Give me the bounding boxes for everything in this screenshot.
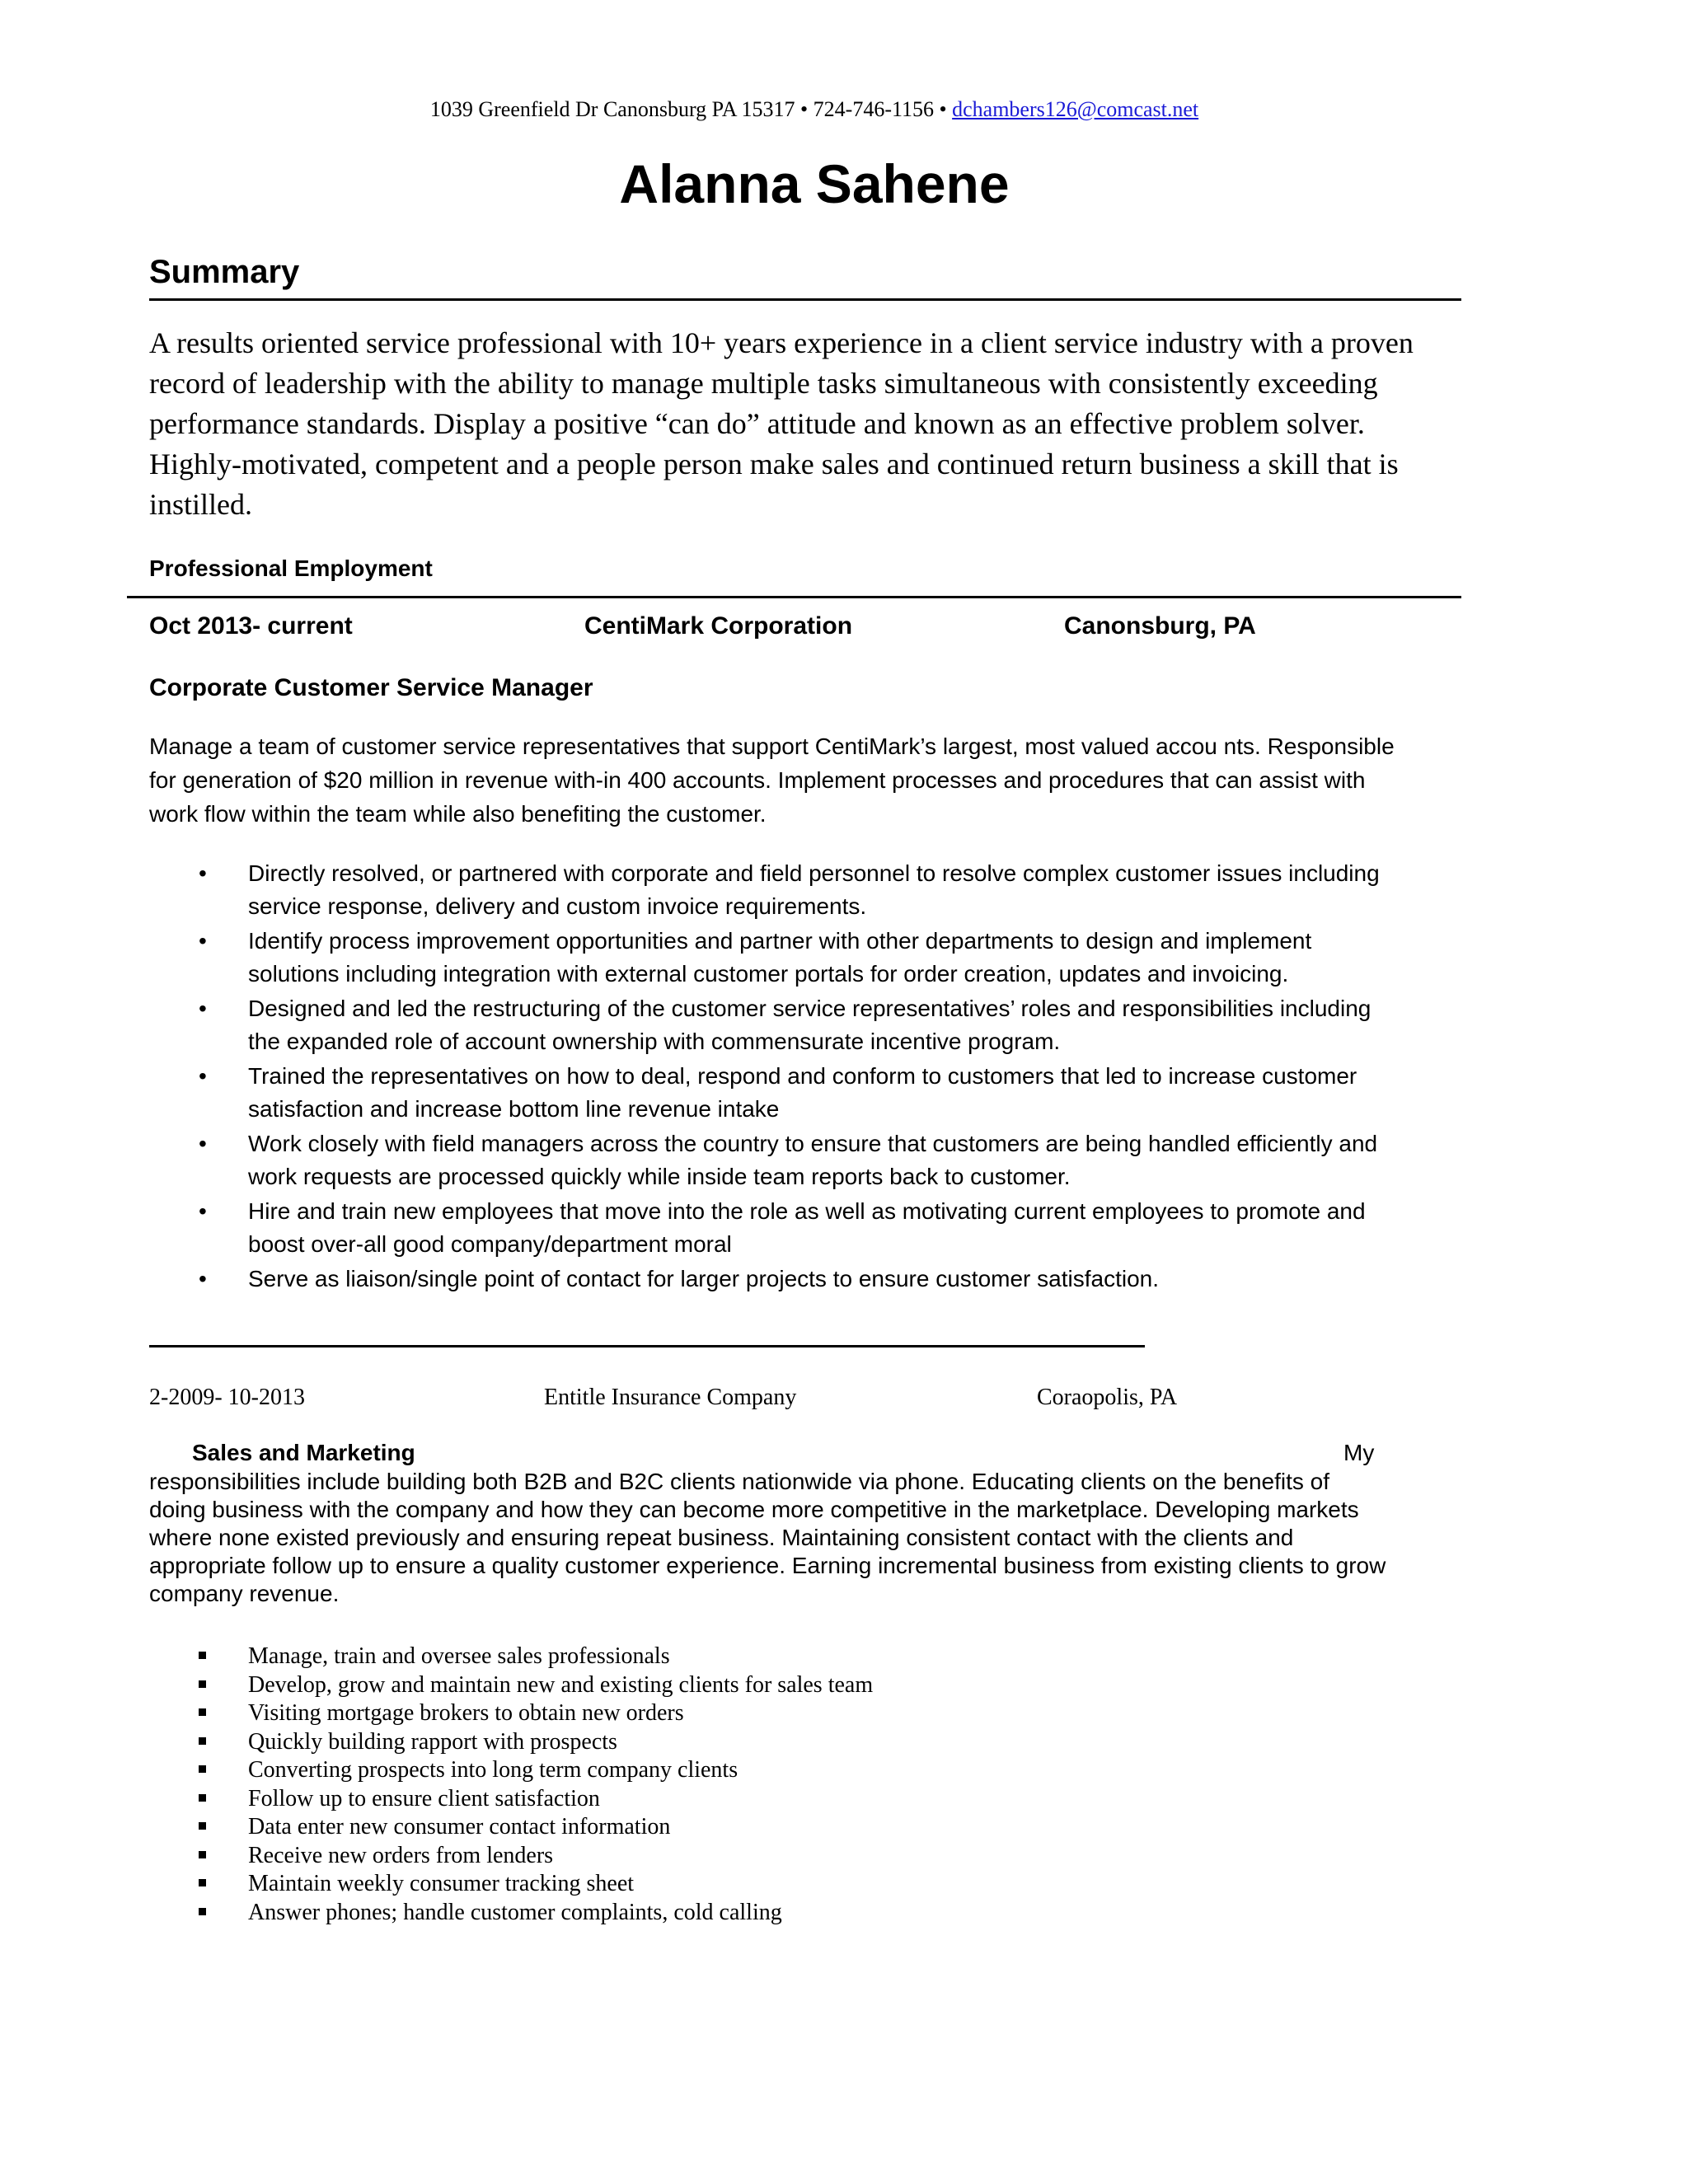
bullet-text: Identify process improvement opportunities and partner with other departments to design and implement [248,928,1312,954]
job1-dates: Oct 2013- current [149,612,353,640]
job1-company: CentiMark Corporation [584,612,853,640]
job2-title: Sales and Marketing [192,1440,415,1465]
description-line: Manage a team of customer service representatives that support CentiMark’s largest, most valued accou nts. Responsible [149,733,1395,759]
bullet-text: Receive new orders from lenders [248,1842,554,1868]
description-line: doing business with the company and how they can become more competitive in the marketplace. Developing markets [149,1497,1359,1522]
separator: • [800,97,809,121]
square-bullet-icon [199,1851,206,1858]
description-line: work flow within the team while also benefiting the customer. [149,801,767,827]
summary-line: Highly-motivated, competent and a people person make sales and continued return business a skill that is [149,448,1399,480]
bullet-icon: • [199,860,207,886]
job2-company: Entitle Insurance Company [544,1385,797,1410]
bullet-text: Designed and led the restructuring of the customer service representatives’ roles and responsibilities including [248,996,1372,1021]
square-bullet-icon [199,1765,206,1773]
description-line: for generation of $20 million in revenue with-in 400 accounts. Implement processes and procedures that can assist with [149,767,1366,793]
summary-heading: Summary [149,254,300,290]
bullet-icon: • [199,1063,207,1089]
divider [127,596,1461,598]
bullet-text: Converting prospects into long term company clients [248,1757,738,1783]
bullet-text: satisfaction and increase bottom line revenue intake [248,1096,780,1122]
list-item [149,1899,1138,1928]
bullet-icon: • [199,928,207,954]
square-bullet-icon [199,1737,206,1745]
divider [149,1345,1145,1347]
bullet-text: Directly resolved, or partnered with corporate and field personnel to resolve complex customer issues including [248,860,1380,886]
bullet-icon: • [199,1266,207,1291]
list-item [149,1195,1484,1261]
divider [149,298,1461,301]
phone: 724-746-1156 [813,97,935,121]
summary-line: A results oriented service professional with 10+ years experience in a client service industry with a proven [149,326,1414,359]
bullet-text: Answer phones; handle customer complaints, cold calling [248,1899,782,1925]
bullet-text: the expanded role of account ownership with commensurate incentive program. [248,1029,1061,1054]
email-link[interactable]: dchambers126@comcast.net [952,97,1199,121]
square-bullet-icon [199,1879,206,1886]
square-bullet-icon [199,1652,206,1659]
list-item [149,1728,1138,1757]
job1-location: Canonsburg, PA [1064,612,1256,640]
list-item [149,1870,1138,1899]
bullet-text: Data enter new consumer contact information [248,1814,671,1840]
bullet-icon: • [199,1131,207,1156]
bullet-text: Maintain weekly consumer tracking sheet [248,1871,635,1896]
bullet-text: work requests are processed quickly while inside team reports back to customer. [248,1164,1071,1189]
list-item [149,1671,1138,1700]
bullet-text: service response, delivery and custom invoice requirements. [248,893,867,919]
job2-description-first: My [1343,1440,1375,1465]
list-item [149,1060,1484,1126]
list-item [149,1643,1138,1671]
list-item [149,1263,1484,1296]
job1-title: Corporate Customer Service Manager [149,674,593,701]
list-item [149,1756,1138,1785]
list-item [149,857,1484,923]
list-item [149,925,1484,991]
bullet-text: Develop, grow and maintain new and existing clients for sales team [248,1671,874,1698]
bullet-text: boost over-all good company/department moral [248,1231,732,1257]
bullet-text: Follow up to ensure client satisfaction [248,1785,600,1811]
contact-line [0,97,1629,122]
description-line: appropriate follow up to ensure a quality customer experience. Earning incremental business from existing clients to grow [149,1553,1386,1578]
bullet-text: Manage, train and oversee sales professionals [248,1643,670,1669]
job2-dates: 2-2009- 10-2013 [149,1385,305,1410]
summary-text [149,323,1468,525]
bullet-text: Quickly building rapport with prospects [248,1728,617,1755]
list-item [149,1127,1484,1193]
bullet-text: Hire and train new employees that move into the role as well as motivating current employees to promote and [248,1198,1366,1224]
square-bullet-icon [199,1680,206,1688]
job2-bullet-list [149,1643,1138,1927]
square-bullet-icon [199,1794,206,1802]
job1-bullet-list [149,857,1484,1297]
bullet-icon: • [199,996,207,1021]
description-line: company revenue. [149,1581,340,1606]
bullet-text: Visiting mortgage brokers to obtain new orders [248,1700,684,1726]
summary-line: instilled. [149,488,252,521]
summary-line: record of leadership with the ability to manage multiple tasks simultaneous with consistently exceeding [149,367,1378,400]
job1-description [149,729,1493,831]
list-item [149,1813,1138,1842]
address: 1039 Greenfield Dr Canonsburg PA 15317 [429,97,795,121]
job2-description [149,1468,1501,1608]
candidate-name: Alanna Sahene [619,153,1010,214]
bullet-text: Trained the representatives on how to deal, respond and conform to customers that led to increase customer [248,1063,1357,1089]
job2-location: Coraopolis, PA [1037,1385,1178,1410]
list-item [149,1842,1138,1871]
square-bullet-icon [199,1908,206,1915]
bullet-icon: • [199,1198,207,1224]
employment-heading: Professional Employment [149,555,433,581]
separator: • [939,97,947,121]
summary-line: performance standards. Display a positive “can do” attitude and known as an effective problem solver. [149,407,1365,440]
list-item [149,1699,1138,1728]
description-line: where none existed previously and ensuring repeat business. Maintaining consistent contact with the clients and [149,1525,1294,1550]
description-line: responsibilities include building both B2B and B2C clients nationwide via phone. Educating clients on the benefits of [149,1469,1330,1494]
list-item [149,1785,1138,1814]
square-bullet-icon [199,1708,206,1716]
square-bullet-icon [199,1822,206,1830]
bullet-text: Serve as liaison/single point of contact for larger projects to ensure customer satisfaction. [248,1266,1159,1291]
bullet-text: solutions including integration with external customer portals for order creation, updates and invoicing. [248,961,1289,987]
list-item [149,992,1484,1058]
bullet-text: Work closely with field managers across the country to ensure that customers are being handled efficiently and [248,1131,1378,1156]
